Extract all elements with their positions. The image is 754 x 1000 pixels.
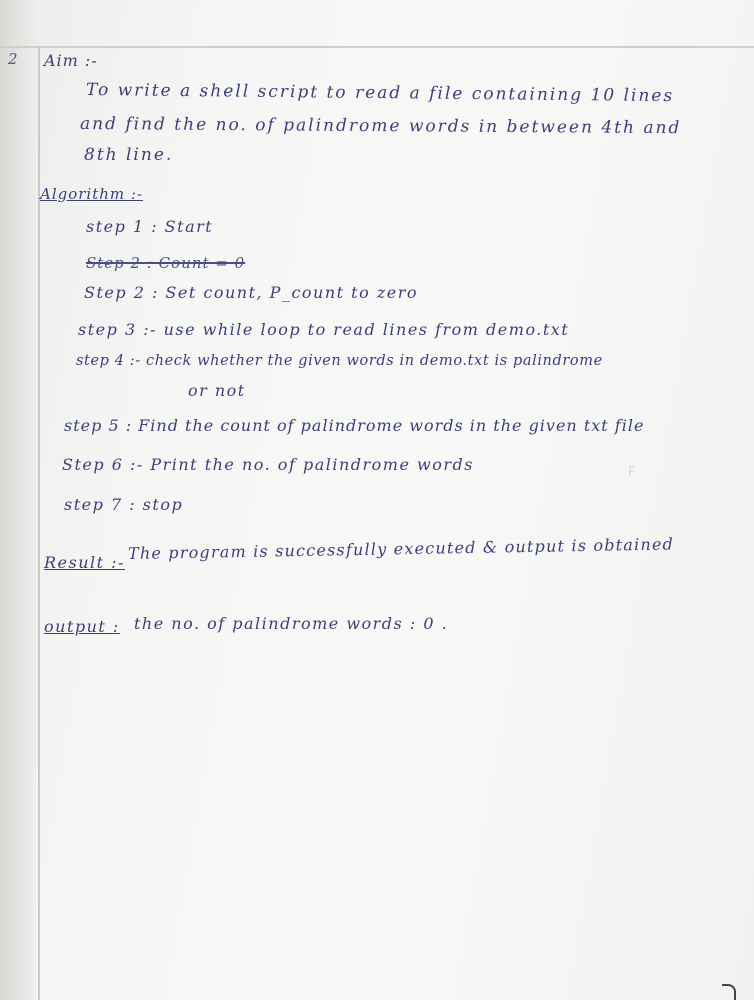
output-label: output : bbox=[44, 617, 120, 636]
step-1: step 1 : Start bbox=[86, 217, 214, 236]
result-text: The program is successfully executed & output is obtained bbox=[127, 534, 675, 563]
step-6: Step 6 :- Print the no. of palindrome words bbox=[62, 455, 474, 474]
step-2: Step 2 : Set count, P_count to zero bbox=[84, 283, 418, 302]
step-3: step 3 :- use while loop to read lines from demo.txt bbox=[78, 320, 570, 339]
aim-label: Aim :- bbox=[44, 51, 98, 70]
question-number: 2 bbox=[8, 50, 19, 68]
aim-line-3: 8th line. bbox=[84, 145, 174, 165]
step-7: step 7 : stop bbox=[64, 495, 184, 514]
algorithm-label: Algorithm :- bbox=[40, 185, 144, 203]
aim-line-2: and find the no. of palindrome words in between 4th and bbox=[79, 114, 682, 139]
aim-line-1: To write a shell script to read a file containing 10 lines bbox=[85, 80, 675, 107]
top-rule-line bbox=[0, 46, 754, 48]
faint-show-through-letter: F bbox=[628, 465, 636, 480]
step-4-continued: or not bbox=[188, 381, 246, 400]
corner-pen-mark bbox=[722, 984, 736, 1000]
step-4: step 4 :- check whether the given words in demo.txt is palindrome bbox=[76, 353, 603, 369]
page-fold-shadow bbox=[0, 0, 36, 1000]
output-text: the no. of palindrome words : 0 . bbox=[134, 614, 449, 633]
struck-out-step: Step 2 : Count = 0 bbox=[86, 254, 246, 272]
step-5: step 5 : Find the count of palindrome words in the given txt file bbox=[64, 416, 645, 435]
result-label: Result :- bbox=[44, 553, 125, 572]
